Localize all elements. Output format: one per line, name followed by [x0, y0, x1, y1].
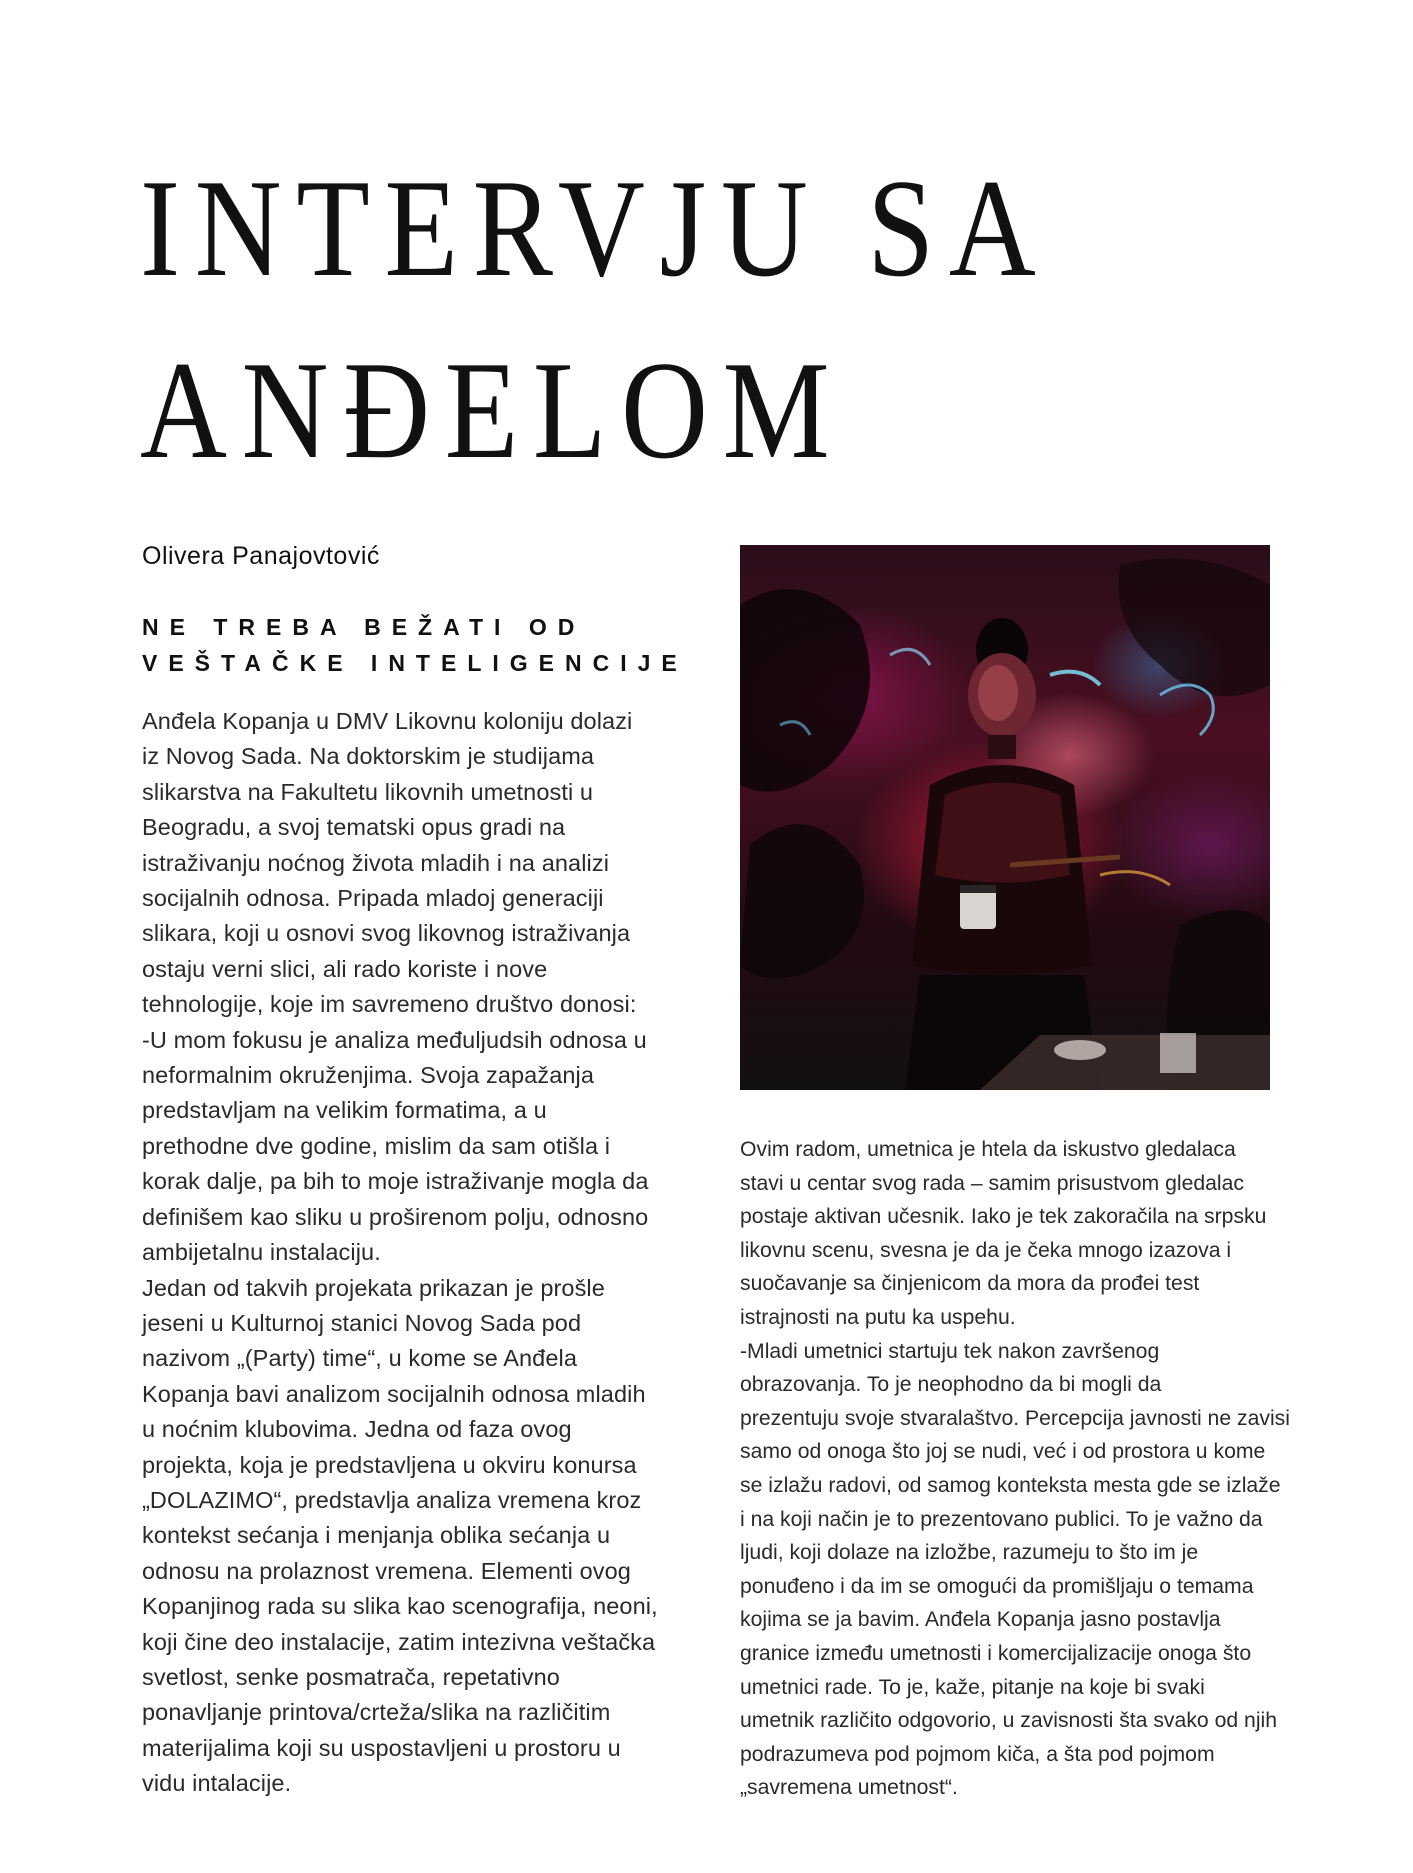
left-column-line: koji čine deo instalacije, zatim intezivna veštačka [142, 1628, 656, 1655]
article-subtitle-line-1: NE TREBA BEŽATI OD [142, 614, 586, 640]
right-column-text [740, 1133, 1290, 1805]
left-column-line: materijalima koji su uspostavljeni u prostoru u [142, 1734, 621, 1761]
left-column-line: Anđela Kopanja u DMV Likovnu koloniju dolazi [142, 708, 633, 734]
left-column-line: neformalnim okruženjima. Svoja zapažanja [142, 1062, 595, 1089]
right-column-paragraph [740, 1133, 1290, 1805]
left-column-line: ponavljanje printova/crteža/slika na različitim [142, 1699, 611, 1726]
right-column-line: postaje aktivan učesnik. Iako je tek zakoračila na srpsku [740, 1205, 1267, 1229]
left-column-line: jeseni u Kulturnoj stanici Novog Sada pod [142, 1309, 582, 1336]
author-name: Olivera Panajovtović [142, 542, 380, 570]
right-column-line: „savremena umetnost“. [740, 1776, 958, 1800]
left-column-line: tehnologije, koje im savremeno društvo donosi: [142, 991, 637, 1018]
article-subtitle [142, 609, 702, 681]
right-column-line: suočavanje sa činjenicom da mora da prođei test [740, 1272, 1200, 1296]
article-title [140, 138, 1290, 502]
left-column-line: iz Novog Sada. Na doktorskim je studijama [142, 743, 595, 770]
left-column-line: prethodne dve godine, mislim da sam otišla i [142, 1132, 611, 1159]
left-column-line: -U mom fokusu je analiza međuljudsih odnosa u [142, 1026, 647, 1053]
left-column-line: „DOLAZIMO“, predstavlja analiza vremena kroz [142, 1486, 642, 1513]
article-title-line-2: ANĐELOM [140, 333, 845, 488]
left-column-line: socijalnih odnosa. Pripada mladoj generaciji [142, 885, 604, 912]
left-column-line: Beogradu, a svoj tematski opus gradi na [142, 814, 566, 841]
left-column-line: slikara, koji u osnovi svog likovnog istraživanja [142, 920, 631, 947]
left-column-line: ambijetalnu instalaciju. [142, 1239, 381, 1266]
right-column-line: ljudi, koji dolaze na izložbe, razumeju to što im je [740, 1541, 1199, 1565]
left-column-line: svetlost, senke posmatrača, repetativno [142, 1663, 560, 1690]
left-column-line: u noćnim klubovima. Jedna od faza ovog [142, 1416, 572, 1443]
left-column-line: Jedan od takvih projekata prikazan je prošle [142, 1274, 605, 1301]
right-column-line: prezentuju svoje stvaralaštvo. Percepcija javnosti ne zavisi [740, 1406, 1290, 1430]
article-title-line-1: INTERVJU SA [140, 151, 1051, 306]
left-column-text [142, 704, 702, 1802]
left-column-line: odnosu na prolaznost vremena. Elementi ovog [142, 1557, 631, 1584]
left-column-line: predstavljam na velikim formatima, a u [142, 1097, 547, 1124]
left-column-line: Kopanja bavi analizom socijalnih odnosa mladih [142, 1380, 646, 1407]
article-subtitle-line-2: VEŠTAČKE INTELIGENCIJE [142, 650, 688, 676]
left-column-line: ostaju verni slici, ali rado koriste i nove [142, 955, 548, 982]
artist-photo [740, 545, 1270, 1090]
right-column-line: istrajnosti na putu ka uspehu. [740, 1305, 1016, 1329]
left-column-line: korak dalje, pa bih to moje istraživanje mogla da [142, 1168, 649, 1195]
left-column-paragraph [142, 704, 702, 1802]
right-column-line: umetnici rade. To je, kaže, pitanje na koje bi svaki [740, 1675, 1205, 1699]
left-column-line: slikarstva na Fakultetu likovnih umetnosti u [142, 778, 594, 805]
right-column-line: -Mladi umetnici startuju tek nakon završenog [740, 1339, 1160, 1363]
right-column-line: se izlažu radovi, od samog konteksta mesta gde se izlaže [740, 1473, 1281, 1497]
left-column-line: projekta, koja je predstavljena u okviru konursa [142, 1451, 637, 1478]
left-column-line: Kopanjinog rada su slika kao scenografija, neoni, [142, 1593, 658, 1620]
right-column-line: kojima se ja bavim. Anđela Kopanja jasno postavlja [740, 1608, 1221, 1632]
left-column-line: nazivom „(Party) time“, u kome se Anđela [142, 1345, 577, 1372]
right-column-line: samo od onoga što joj se nudi, već i od prostora u kome [740, 1440, 1266, 1464]
right-column-line: i na koji način je to prezentovano publici. To je važno da [740, 1507, 1263, 1531]
right-column-line: ponuđeno i da im se omogući da promišljaju o temama [740, 1574, 1254, 1598]
right-column-line: stavi u centar svog rada – samim prisustvom gledalac [740, 1171, 1245, 1195]
left-column-line: definišem kao sliku u proširenom polju, odnosno [142, 1203, 649, 1230]
right-column-line: granice između umetnosti i komercijalizacije onoga što [740, 1641, 1252, 1665]
right-column-line: Ovim radom, umetnica je htela da iskustvo gledalaca [740, 1138, 1236, 1161]
right-column-line: likovnu scenu, svesna je da je čeka mnogo izazova i [740, 1238, 1232, 1262]
left-column-line: vidu intalacije. [142, 1770, 292, 1797]
left-column-line: istraživanju noćnog života mladih i na analizi [142, 849, 610, 876]
right-column-line: podrazumeva pod pojmom kiča, a šta pod pojmom [740, 1742, 1215, 1766]
left-column-line: kontekst sećanja i menjanja oblika sećanja u [142, 1522, 611, 1549]
right-column-line: umetnik različito odgovorio, u zavisnosti šta svako od njih [740, 1709, 1278, 1733]
right-column-line: obrazovanja. To je neophodno da bi mogli da [740, 1373, 1162, 1397]
artist-photo-illustration [740, 545, 1270, 1090]
